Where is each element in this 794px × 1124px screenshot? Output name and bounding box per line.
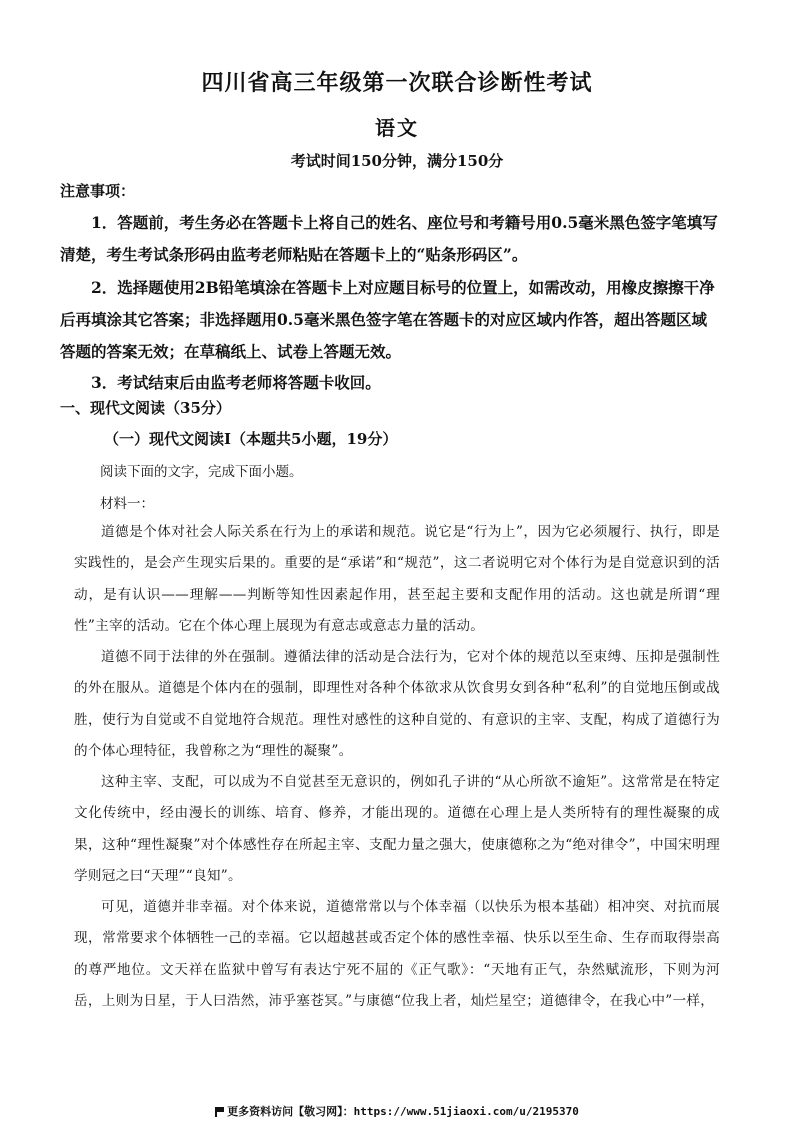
notice-item: 1．答题前，考生务必在答题卡上将自己的姓名、座位号和考籍号用0.5毫米黑色签字笔填写清楚，考生考试条形码由监考老师粘贴在答题卡上的“贴条形码区”。 <box>60 213 718 264</box>
material-label: 材料一： <box>100 496 154 512</box>
passage-paragraph: 可见，道德并非幸福。对个体来说，道德常常以与个体幸福（以快乐为根本基础）相冲突、对抗而展现，常常要求个体牺牲一己的幸福。它以超越甚或否定个体的感性幸福、快乐以至生命、生存而取得崇高的尊严地位。文天祥在监狱中曾写有表达宁死不屈的《正气歌》：“天地有正气，杂然赋流形，下则为河岳，上则为日星，于人曰浩然，沛乎塞苍冥。”与康德“位我上者，灿烂星空；道德律令，在我心中”一样， <box>74 899 720 1009</box>
subsection-heading: （一）现代文阅读Ⅰ（本题共5小题，19分） <box>104 430 398 448</box>
notice-heading: 注意事项： <box>60 182 136 200</box>
passage-paragraph: 这种主宰、支配，可以成为不自觉甚至无意识的，例如孔子讲的“从心所欲不逾矩”。这常常是在特定文化传统中，经由漫长的训练、培育、修养，才能出现的。道德在心理上是人类所特有的理性凝聚的成果，这种“理性凝聚”对个体感性存在所起主宰、支配力量之强大，使康德称之为“绝对律令”，中国宋明理学则冠之曰“天理”“良知”。 <box>74 774 720 884</box>
passage-paragraph: 道德是个体对社会人际关系在行为上的承诺和规范。说它是“行为上”，因为它必须履行、执行，即是实践性的，是会产生现实后果的。重要的是“承诺”和“规范”，这二者说明它对个体行为是自觉意识到的活动，是有认识——理解——判断等知性因素起作用，甚至起主要和支配作用的活动。这也就是所谓“理性”主宰的活动。它在个体心理上展现为有意志或意志力量的活动。 <box>74 524 720 634</box>
passage-paragraph: 道德不同于法律的外在强制。遵循法律的活动是合法行为，它对个体的规范以至束缚、压抑是强制性的外在服从。道德是个体内在的强制，即理性对各种个体欲求从饮食男女到各种“私利”的自觉地压倒或战胜，使行为自觉或不自觉地符合规范。理性对感性的这种自觉的、有意识的主宰、支配，构成了道德行为的个体心理特征，我曾称之为“理性的凝聚”。 <box>74 649 720 759</box>
exam-info: 考试时间150分钟，满分150分 <box>290 152 504 170</box>
notice-item: 3．考试结束后由监考老师将答题卡收回。 <box>91 373 381 392</box>
section-heading: 一、现代文阅读（35分） <box>60 399 231 417</box>
notice-item: 2．选择题使用2B铅笔填涂在答题卡上对应题目标号的位置上，如需改动，用橡皮擦擦干净后再填涂其它答案；非选择题用0.5毫米黑色签字笔在答题卡的对应区域内作答，超出答题区域答题的答案无效；在草稿纸上、试卷上答题无效。 <box>60 278 715 361</box>
footer-link[interactable]: 更多资料访问【敬习网】：https://www.51jiaoxi.com/u/2195370 <box>227 1105 579 1118</box>
exam-title: 四川省高三年级第一次联合诊断性考试 <box>201 70 593 96</box>
subject-title: 语文 <box>375 116 419 140</box>
flag-icon <box>215 1107 223 1116</box>
reading-instruction: 阅读下面的文字，完成下面小题。 <box>100 464 303 480</box>
footer <box>0 1103 794 1119</box>
